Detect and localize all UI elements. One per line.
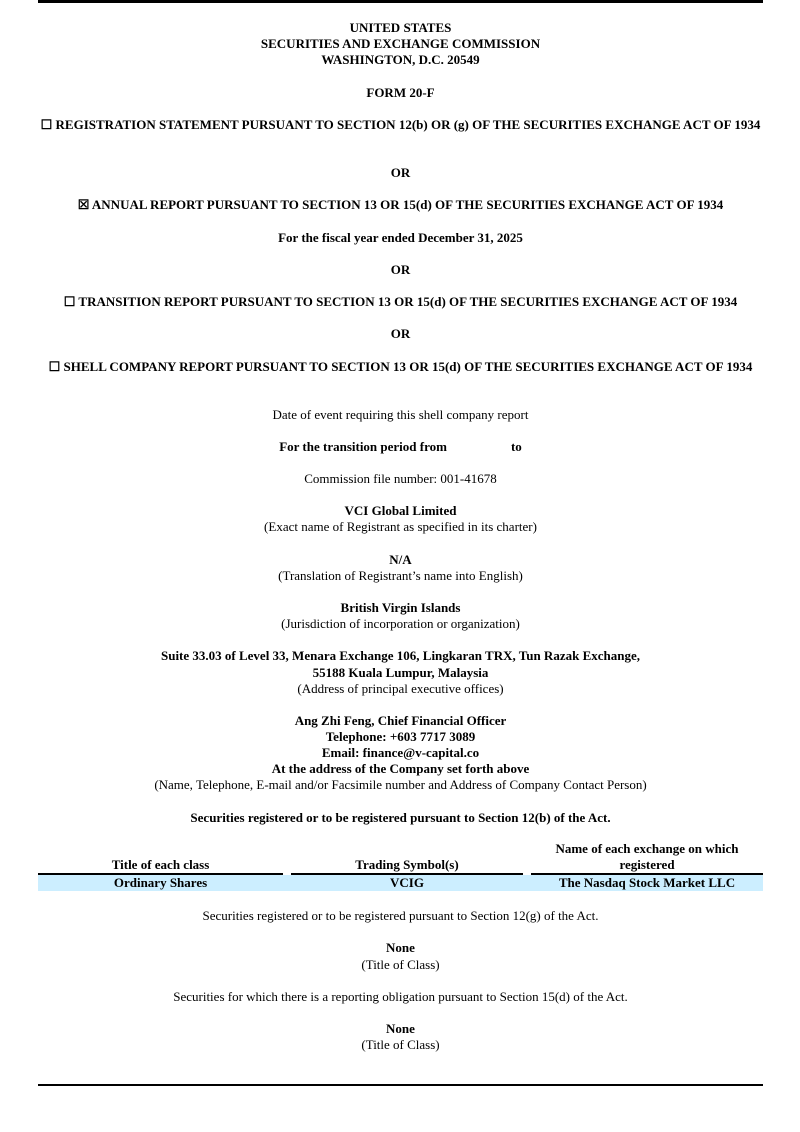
transition-report: ☐ TRANSITION REPORT PURSUANT TO SECTION 13 OR 15(d) OF THE SECURITIES EXCHANGE ACT OF 1934 — [63, 294, 738, 309]
section-15d-caption: (Title of Class) — [361, 1037, 440, 1052]
registrant-jurisdiction-caption: (Jurisdiction of incorporation or organization) — [281, 616, 520, 631]
table-header-title-of-class: Title of each class — [38, 857, 283, 875]
contact-caption: (Name, Telephone, E-mail and/or Facsimile number and Address of Company Contact Person) — [154, 777, 647, 792]
table-cell-title-of-class: Ordinary Shares — [38, 875, 283, 891]
registration-statement: ☐ REGISTRATION STATEMENT PURSUANT TO SECTION 12(b) OR (g) OF THE SECURITIES EXCHANGE ACT OF 1934 — [40, 117, 761, 132]
section-15d-value: None — [386, 1021, 415, 1036]
top-rule — [38, 0, 763, 3]
or-separator-3: OR — [390, 326, 411, 341]
section-12g-caption: (Title of Class) — [361, 957, 440, 972]
form-page — [38, 0, 763, 1132]
section-12b-heading: Securities registered or to be registered pursuant to Section 12(b) of the Act. — [190, 810, 611, 825]
shell-event-date: Date of event requiring this shell company report — [272, 407, 529, 422]
transition-period-to: to — [510, 439, 522, 454]
section-12g-heading: Securities registered or to be registered pursuant to Section 12(g) of the Act. — [202, 908, 599, 923]
table-cell-exchange: The Nasdaq Stock Market LLC — [531, 875, 763, 891]
commission-file-number: Commission file number: 001-41678 — [304, 471, 497, 486]
bottom-rule — [38, 1084, 763, 1086]
table-header-exchange: Name of each exchange on which registered — [531, 841, 763, 875]
registrant-address-line2: 55188 Kuala Lumpur, Malaysia — [312, 665, 489, 680]
transition-period — [38, 439, 763, 455]
section-12g-value: None — [386, 940, 415, 955]
table-header-trading-symbol: Trading Symbol(s) — [291, 857, 523, 875]
table-cell-trading-symbol: VCIG — [291, 875, 523, 891]
contact-name: Ang Zhi Feng, Chief Financial Officer — [294, 713, 507, 728]
registrant-jurisdiction: British Virgin Islands — [340, 600, 461, 615]
registrant-address-caption: (Address of principal executive offices) — [297, 681, 504, 696]
registrant-address-line1: Suite 33.03 of Level 33, Menara Exchange 106, Lingkaran TRX, Tun Razak Exchange, — [160, 648, 640, 663]
registrant-translation: N/A — [389, 552, 412, 567]
registrant-translation-caption: (Translation of Registrant’s name into English) — [278, 568, 523, 583]
section-15d-heading: Securities for which there is a reporting obligation pursuant to Section 15(d) of the Act. — [173, 989, 628, 1004]
fiscal-year: For the fiscal year ended December 31, 2025 — [278, 230, 523, 245]
or-separator-2: OR — [390, 262, 411, 277]
annual-report: ☒ ANNUAL REPORT PURSUANT TO SECTION 13 OR 15(d) OF THE SECURITIES EXCHANGE ACT OF 1934 — [77, 197, 724, 212]
contact-address: At the address of the Company set forth above — [271, 761, 530, 776]
header-address: WASHINGTON, D.C. 20549 — [321, 52, 480, 67]
contact-email[interactable]: Email: finance@v-capital.co — [321, 745, 480, 760]
header-country: UNITED STATES — [349, 20, 452, 35]
registrant-name-caption: (Exact name of Registrant as specified in its charter) — [264, 519, 537, 534]
contact-telephone: Telephone: +603 7717 3089 — [325, 729, 476, 744]
form-name: FORM 20-F — [366, 85, 435, 100]
or-separator-1: OR — [390, 165, 411, 180]
shell-company-report: ☐ SHELL COMPANY REPORT PURSUANT TO SECTION 13 OR 15(d) OF THE SECURITIES EXCHANGE ACT OF 1934 — [48, 359, 753, 374]
transition-period-from: For the transition period from — [279, 439, 447, 454]
header-agency: SECURITIES AND EXCHANGE COMMISSION — [260, 36, 541, 51]
registrant-name: VCI Global Limited — [344, 503, 457, 518]
